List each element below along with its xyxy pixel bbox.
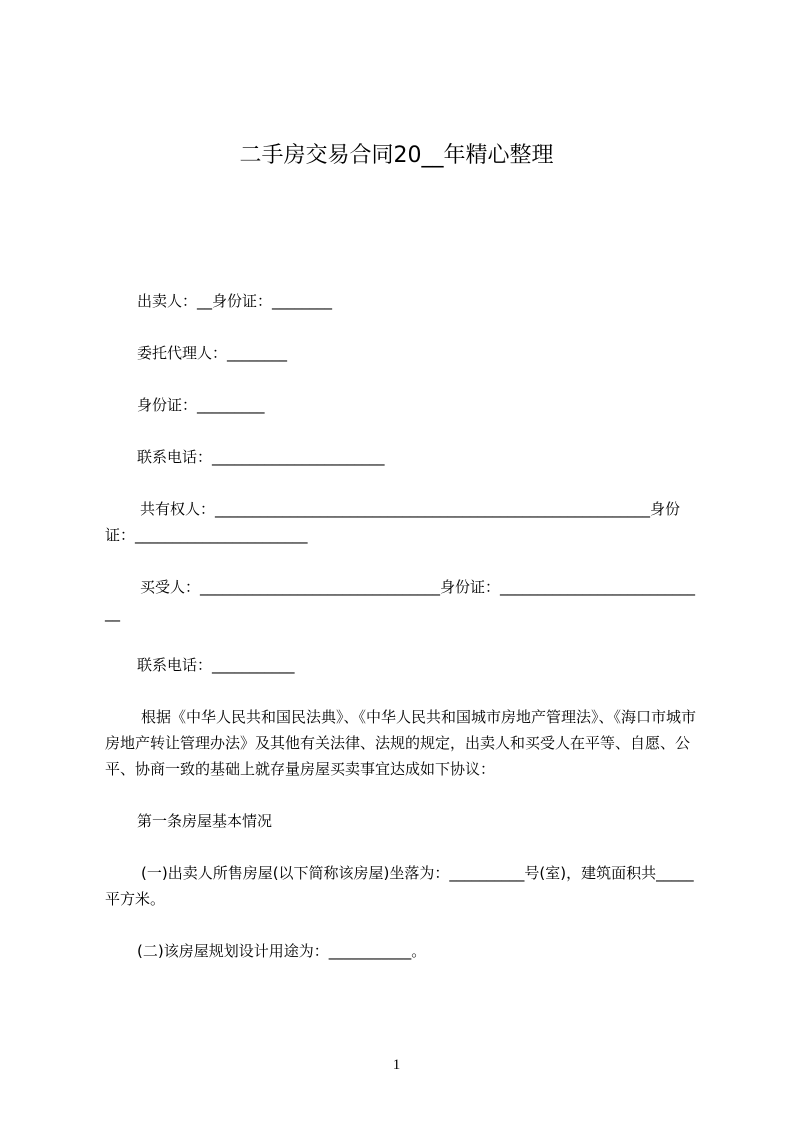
seller-phone-paragraph [105, 444, 701, 470]
co-owner-blank: __________________________________________________________ [215, 500, 651, 518]
id-card-blank: _________ [197, 396, 265, 414]
buyer-phone-label: 联系电话： [137, 656, 213, 674]
planned-use-paragraph: (二)该房屋规划设计用途为：___________。 [137, 942, 427, 960]
co-owner-id-label: 身份证： [105, 500, 681, 544]
document-title: 二手房交易合同20__年精心整理 [239, 143, 554, 168]
property-location-paragraph: (一)出卖人所售房屋(以下简称该房屋)坐落为：__________号(室)，建筑面积共_____平方米。 [105, 864, 694, 908]
buyer-id-label: 身份证： [440, 578, 501, 596]
buyer-phone-paragraph [105, 652, 701, 678]
article-one-heading: 第一条房屋基本情况 [137, 812, 273, 830]
co-owner-id-blank: _______________________ [135, 526, 308, 544]
page-number: 1 [392, 1057, 401, 1073]
id-card-label: 身份证： [137, 396, 198, 414]
agent-paragraph [105, 340, 701, 366]
agent-label: 委托代理人： [137, 344, 228, 362]
co-owner-label: 共有权人： [140, 500, 216, 518]
seller-phone-label: 联系电话： [137, 448, 213, 466]
document-body [105, 288, 701, 990]
buyer-blank: ________________________________ [200, 578, 441, 596]
co-owner-paragraph [105, 496, 701, 548]
seller-phone-blank: _______________________ [212, 448, 385, 466]
basis-paragraph: 根据《中华人民共和国民法典》、《中华人民共和国城市房地产管理法》、《海口市城市房地产转让管理办法》及其他有关法律、法规的规定，出卖人和买受人在平等、自愿、公平、协商一致的基础上就存量房屋买卖事宜达成如下协议： [105, 708, 697, 778]
id-card-paragraph [105, 392, 701, 418]
agent-blank: ________ [227, 344, 288, 362]
seller-label: 出卖人：__身份证： [137, 292, 273, 310]
buyer-phone-blank: ___________ [212, 656, 295, 674]
buyer-id-blank: ____________________________ [105, 578, 696, 622]
buyer-paragraph [105, 574, 701, 626]
buyer-label: 买受人： [140, 578, 201, 596]
seller-paragraph [105, 288, 701, 314]
seller-id-blank: ________ [272, 292, 333, 310]
